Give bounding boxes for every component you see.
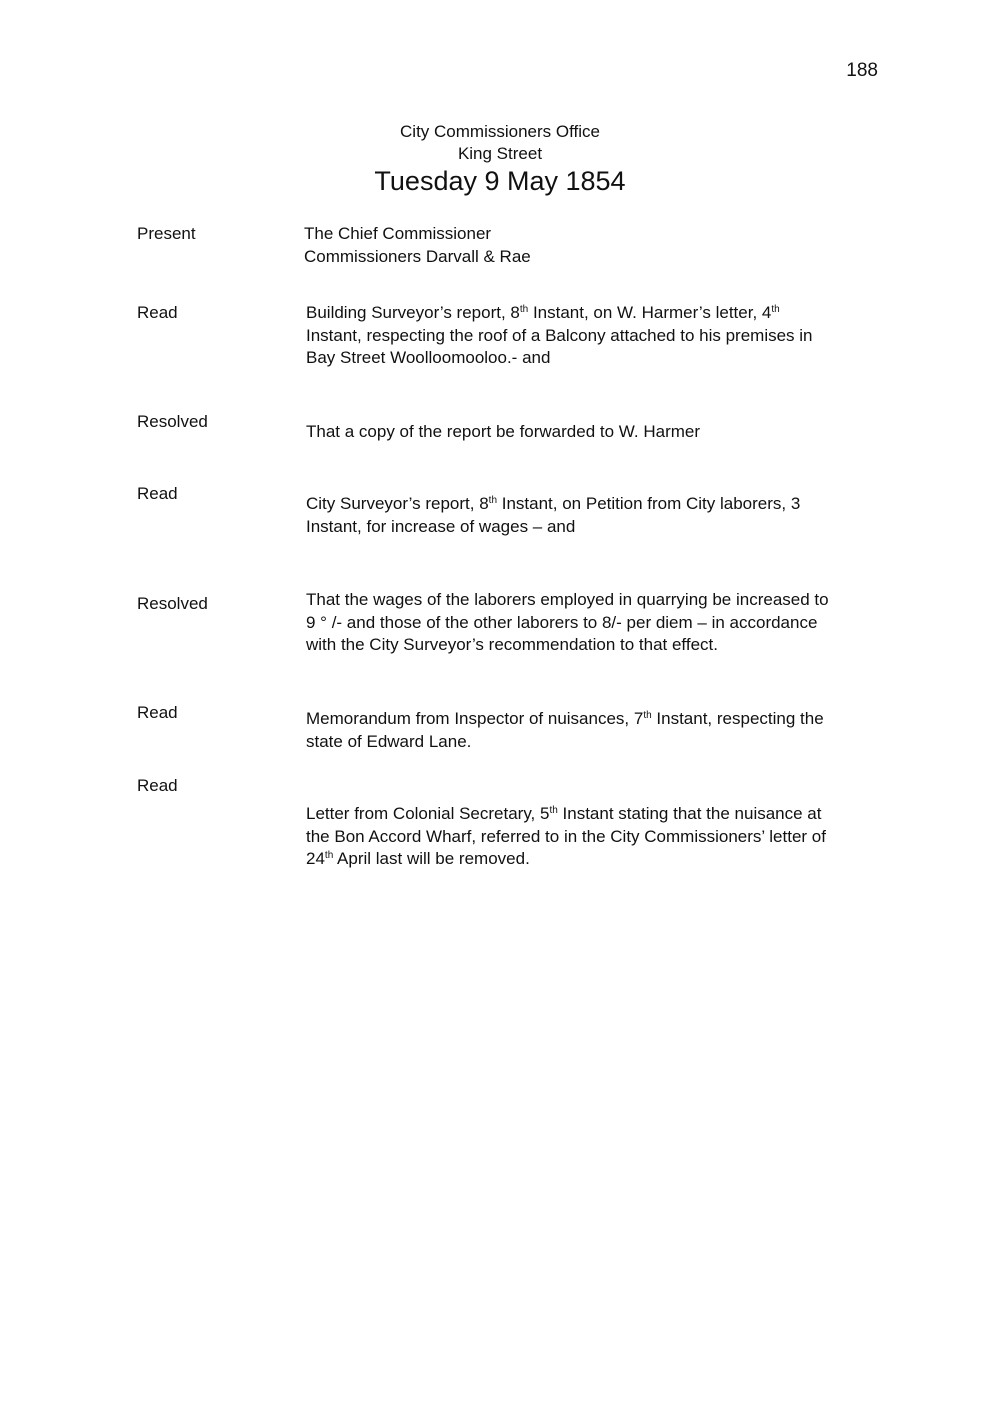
meeting-date: Tuesday 9 May 1854 bbox=[374, 166, 626, 196]
text-line: Commissioners Darvall & Rae bbox=[304, 246, 531, 266]
text-line: City Surveyor’s report, 8th Instant, on Petition from City laborers, 3 bbox=[306, 494, 801, 513]
entry-text-resolved bbox=[306, 421, 878, 444]
text-line: Memorandum from Inspector of nuisances, 7th Instant, respecting the bbox=[306, 709, 824, 728]
entry-text-present bbox=[304, 223, 876, 268]
entry-label-resolved: Resolved bbox=[137, 412, 208, 431]
entry-text-read bbox=[306, 302, 878, 370]
entry-text-read bbox=[306, 493, 878, 538]
entry-text-read bbox=[306, 803, 878, 871]
entry-label-read: Read bbox=[137, 303, 178, 322]
text-line: 24th April last will be removed. bbox=[306, 849, 530, 868]
text-line: Building Surveyor’s report, 8th Instant, on W. Harmer’s letter, 4th bbox=[306, 303, 780, 322]
entry-label-resolved: Resolved bbox=[137, 594, 208, 613]
entry-label-read: Read bbox=[137, 703, 178, 722]
entry-label-present: Present bbox=[137, 224, 196, 243]
text-line: The Chief Commissioner bbox=[304, 224, 492, 243]
entry-label-read: Read bbox=[137, 484, 178, 503]
text-line: 9 ° /- and those of the other laborers to 8/- per diem – in accordance bbox=[306, 612, 818, 632]
entry-label-read: Read bbox=[137, 776, 178, 795]
text-line: Instant, respecting the roof of a Balcony attached to his premises in bbox=[306, 325, 813, 345]
entry-text-read bbox=[306, 708, 878, 753]
text-line: That a copy of the report be forwarded to W. Harmer bbox=[306, 422, 701, 441]
text-line: Letter from Colonial Secretary, 5th Instant stating that the nuisance at bbox=[306, 804, 822, 823]
street-title: King Street bbox=[457, 144, 543, 163]
text-line: That the wages of the laborers employed in quarrying be increased to bbox=[306, 590, 829, 609]
text-line: state of Edward Lane. bbox=[306, 731, 472, 751]
text-line: the Bon Accord Wharf, referred to in the City Commissioners’ letter of bbox=[306, 826, 826, 846]
office-title: City Commissioners Office bbox=[400, 122, 600, 141]
page-number: 188 bbox=[846, 60, 878, 81]
text-line: Bay Street Woolloomooloo.- and bbox=[306, 348, 551, 367]
text-line: with the City Surveyor’s recommendation to that effect. bbox=[306, 635, 718, 654]
text-line: Instant, for increase of wages – and bbox=[306, 516, 576, 536]
entry-text-resolved bbox=[306, 589, 878, 657]
